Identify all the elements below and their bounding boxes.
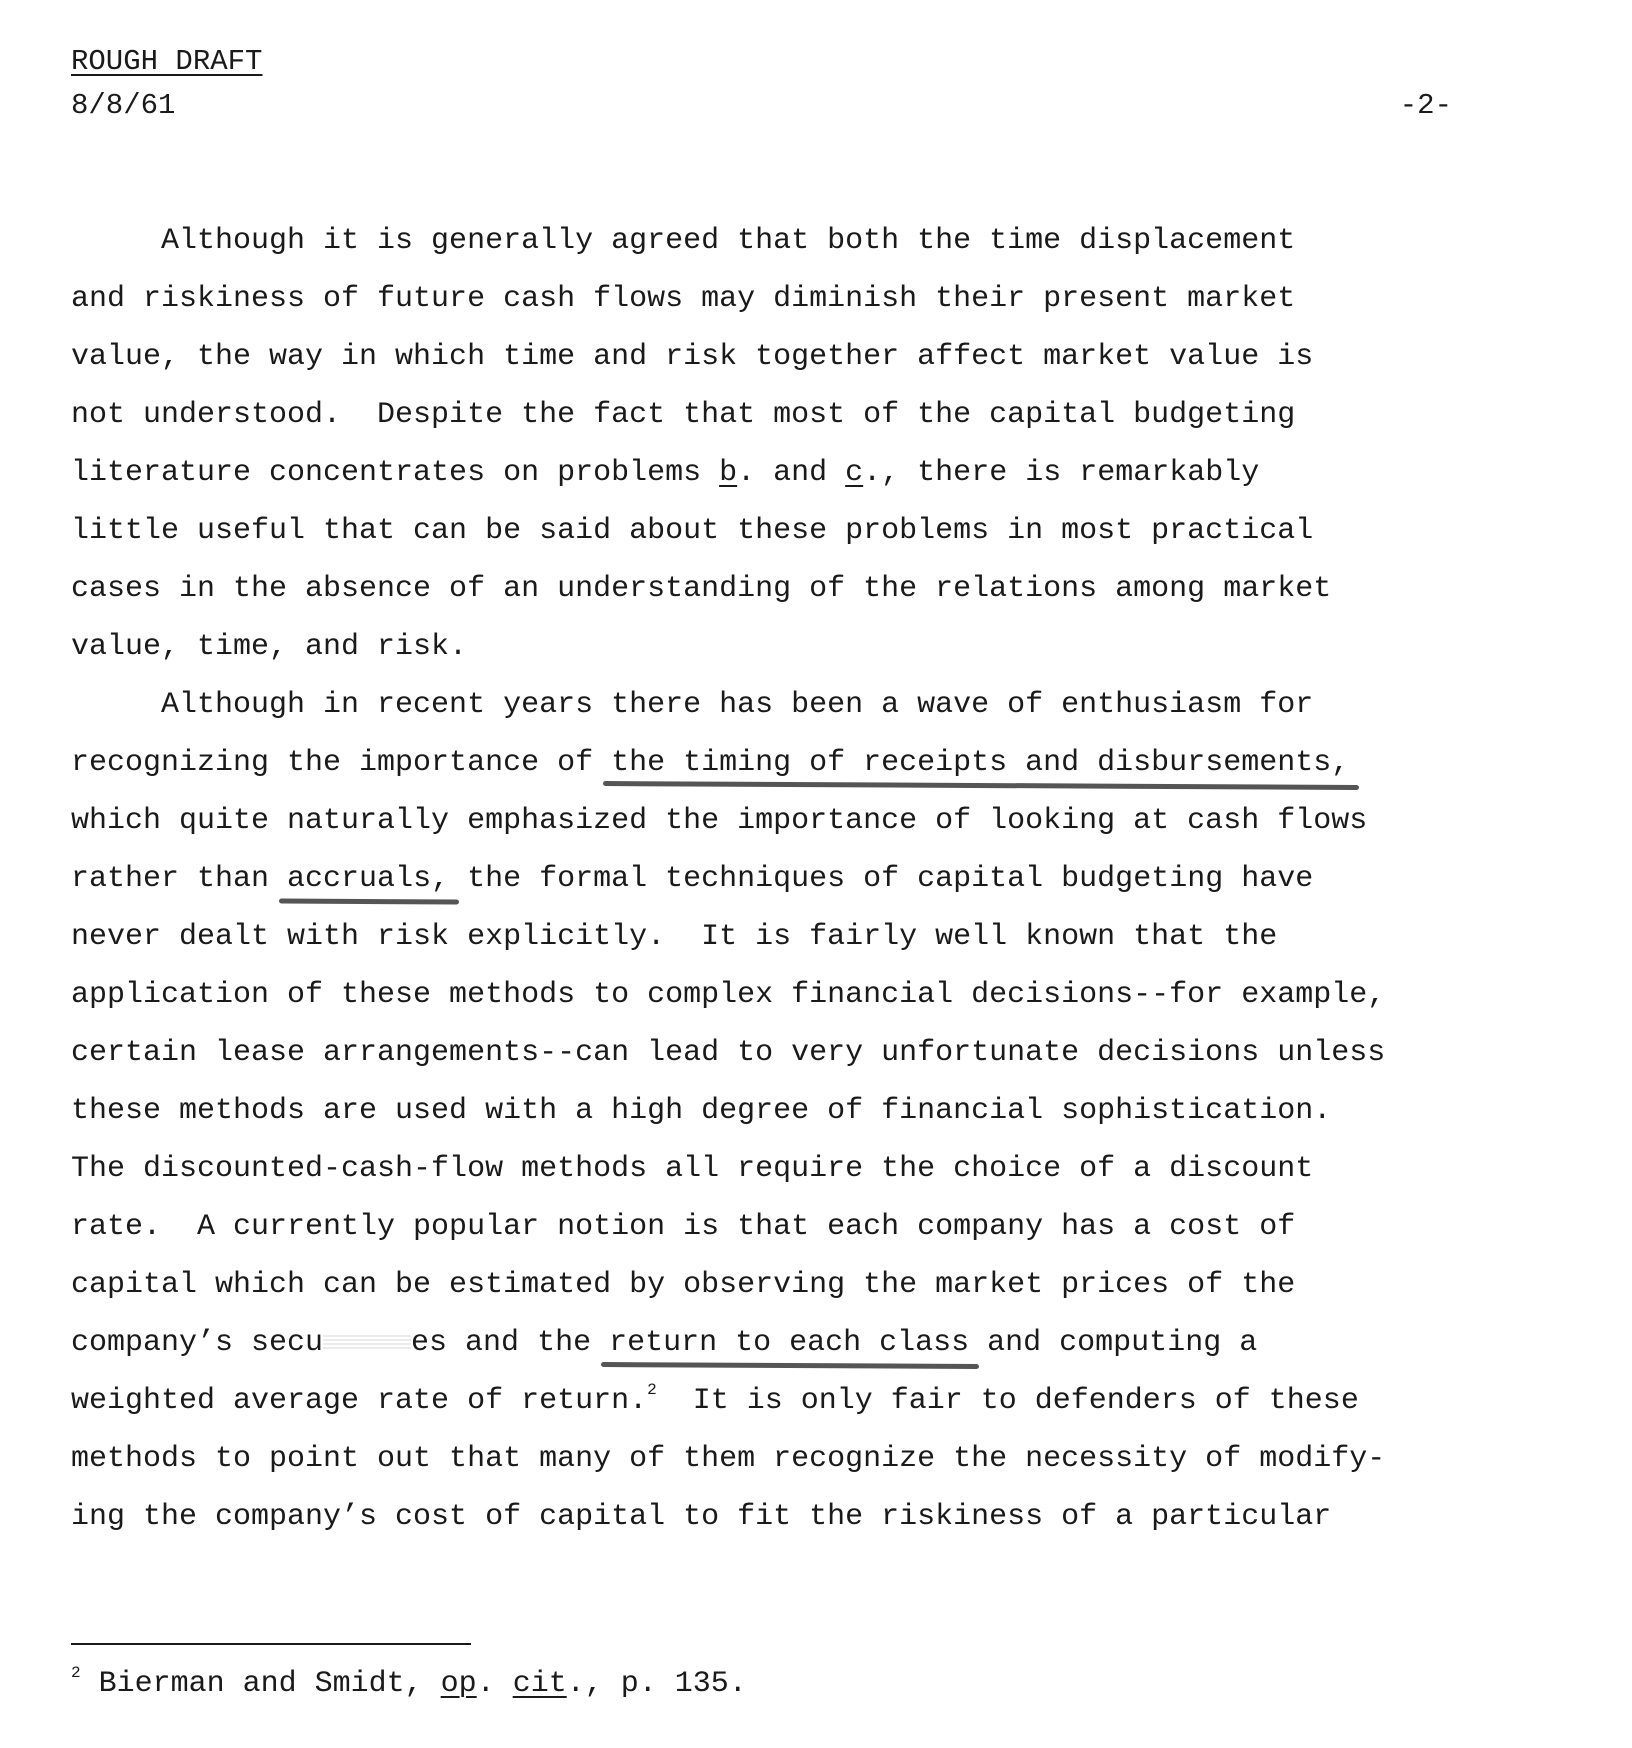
problem-b-ref: b <box>719 456 738 490</box>
text-line <box>71 1372 1571 1430</box>
text-span: es and the <box>411 1326 610 1360</box>
text-span: rather than <box>71 862 288 896</box>
footnote-cit: cit <box>512 1667 567 1701</box>
text-line <box>71 734 1571 792</box>
text-line: rate. A currently popular notion is that each company has a cost of <box>71 1210 1296 1244</box>
text-line <box>71 1314 1571 1372</box>
text-line: Although in recent years there has been a wave of enthusiasm for <box>71 688 1314 722</box>
footnote-reference: 2 <box>647 1381 657 1399</box>
footnote-divider <box>71 1643 471 1645</box>
text-line: application of these methods to complex financial decisions--for example, <box>71 978 1386 1012</box>
footnote-text: . <box>476 1667 513 1701</box>
text-line: cases in the absence of an understanding of the relations among market <box>71 572 1332 606</box>
text-span: and computing a <box>969 1326 1258 1360</box>
text-span: ., there is remarkably <box>863 456 1260 490</box>
text-line: capital which can be estimated by observing the market prices of the <box>71 1268 1296 1302</box>
text-line: methods to point out that many of them recognize the necessity of modify- <box>71 1442 1386 1476</box>
footnote-marker: 2 <box>71 1664 81 1682</box>
text-line: certain lease arrangements--can lead to very unfortunate decisions unless <box>71 1036 1386 1070</box>
text-span: . and <box>737 456 846 490</box>
text-span: recognizing the importance of <box>71 746 612 780</box>
page-number: -2- <box>1399 89 1452 122</box>
smudged-text-area <box>323 1335 411 1349</box>
footnote-text: Bierman and Smidt, <box>80 1667 441 1701</box>
text-span: literature concentrates on problems <box>71 456 720 490</box>
text-line: and riskiness of future cash flows may diminish their present market <box>71 282 1296 316</box>
text-line: The discounted-cash-flow methods all require the choice of a discount <box>71 1152 1314 1186</box>
text-line: which quite naturally emphasized the importance of looking at cash flows <box>71 804 1368 838</box>
hand-underlined-phrase: the timing of receipts and disbursements, <box>611 746 1350 780</box>
text-line: little useful that can be said about these problems in most practical <box>71 514 1314 548</box>
text-span: weighted average rate of return. <box>71 1384 648 1418</box>
text-line: value, time, and risk. <box>71 630 468 664</box>
body-text <box>71 212 1571 1546</box>
text-line <box>71 850 1571 908</box>
footnote-text: ., p. 135. <box>566 1667 747 1701</box>
page-header <box>71 40 262 128</box>
text-line: value, the way in which time and risk together affect market value is <box>71 340 1314 374</box>
text-span: It is only fair to defenders of these <box>656 1384 1359 1418</box>
text-line: Although it is generally agreed that both the time displacement <box>71 224 1296 258</box>
text-span: the formal techniques of capital budgeting have <box>449 862 1314 896</box>
footnote-op: op <box>440 1667 477 1701</box>
draft-date: 8/8/61 <box>71 89 176 122</box>
problem-c-ref: c <box>845 456 864 490</box>
text-line <box>71 444 1571 502</box>
hand-underlined-phrase: return to each class <box>609 1326 970 1360</box>
text-line: ing the company’s cost of capital to fit the riskiness of a particular <box>71 1500 1332 1534</box>
text-line: never dealt with risk explicitly. It is fairly well known that the <box>71 920 1278 954</box>
text-span: company’s secu <box>71 1326 324 1360</box>
text-line: these methods are used with a high degree of financial sophistication. <box>71 1094 1332 1128</box>
hand-underlined-phrase: accruals, <box>287 862 450 896</box>
text-line: not understood. Despite the fact that most of the capital budgeting <box>71 398 1296 432</box>
draft-label: ROUGH DRAFT <box>71 45 263 78</box>
footnote <box>71 1662 747 1706</box>
